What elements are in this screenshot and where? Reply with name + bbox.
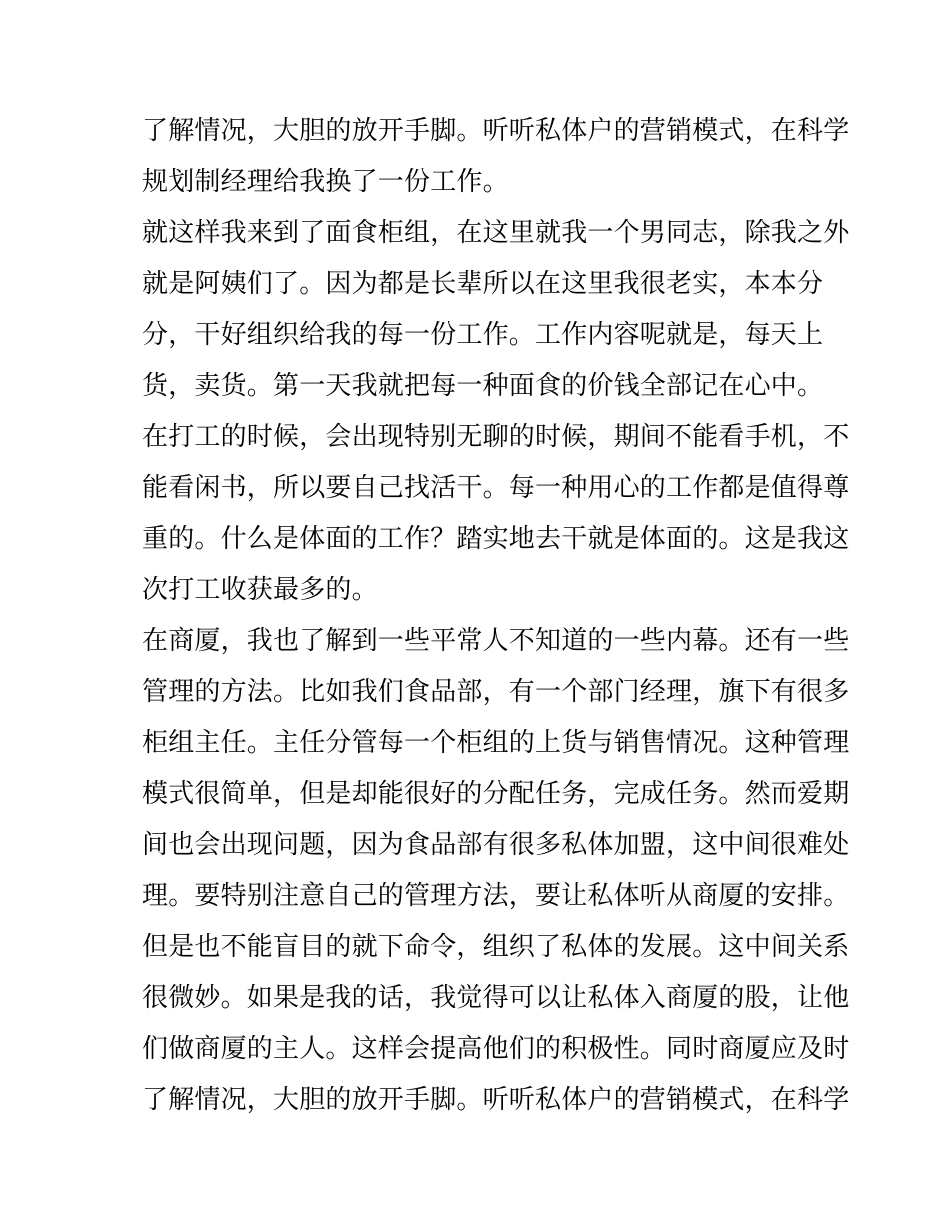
body-text (142, 106, 850, 1126)
text-line-5: 分，干好组织给我的每一份工作。工作内容呢就是，每天上 (142, 320, 824, 350)
text-line-9: 重的。什么是体面的工作？踏实地去干就是体面的。这是我这 (142, 524, 850, 554)
text-line-8: 能看闲书，所以要自己找活干。每一种用心的工作都是值得尊 (142, 473, 850, 503)
text-line-16: 理。要特别注意自己的管理方法，要让私体听从商厦的安排。 (142, 881, 850, 911)
text-line-18: 很微妙。如果是我的话，我觉得可以让私体入商厦的股，让他 (142, 983, 850, 1013)
text-line-1: 了解情况，大胆的放开手脚。听听私体户的营销模式，在科学 (142, 116, 850, 146)
text-line-12: 管理的方法。比如我们食品部，有一个部门经理，旗下有很多 (142, 677, 850, 707)
text-line-15: 间也会出现问题，因为食品部有很多私体加盟，这中间很难处 (142, 830, 850, 860)
text-line-14: 模式很简单，但是却能很好的分配任务，完成任务。然而爱期 (142, 779, 850, 809)
text-line-19: 们做商厦的主人。这样会提高他们的积极性。同时商厦应及时 (142, 1034, 850, 1064)
text-line-13: 柜组主任。主任分管每一个柜组的上货与销售情况。这种管理 (142, 728, 850, 758)
text-line-3: 就这样我来到了面食柜组，在这里就我一个男同志，除我之外 (142, 218, 850, 248)
text-line-20: 了解情况，大胆的放开手脚。听听私体户的营销模式，在科学 (142, 1085, 850, 1115)
text-line-2: 规划制经理给我换了一份工作。 (142, 167, 509, 197)
text-line-10: 次打工收获最多的。 (142, 575, 378, 605)
text-line-11: 在商厦，我也了解到一些平常人不知道的一些内幕。还有一些 (142, 626, 850, 656)
text-line-4: 就是阿姨们了。因为都是长辈所以在这里我很老实，本本分 (142, 269, 824, 299)
text-line-17: 但是也不能盲目的就下命令，组织了私体的发展。这中间关系 (142, 932, 850, 962)
text-line-6: 货，卖货。第一天我就把每一种面食的价钱全部记在心中。 (142, 371, 824, 401)
text-line-7: 在打工的时候，会出现特别无聊的时候，期间不能看手机，不 (142, 422, 850, 452)
